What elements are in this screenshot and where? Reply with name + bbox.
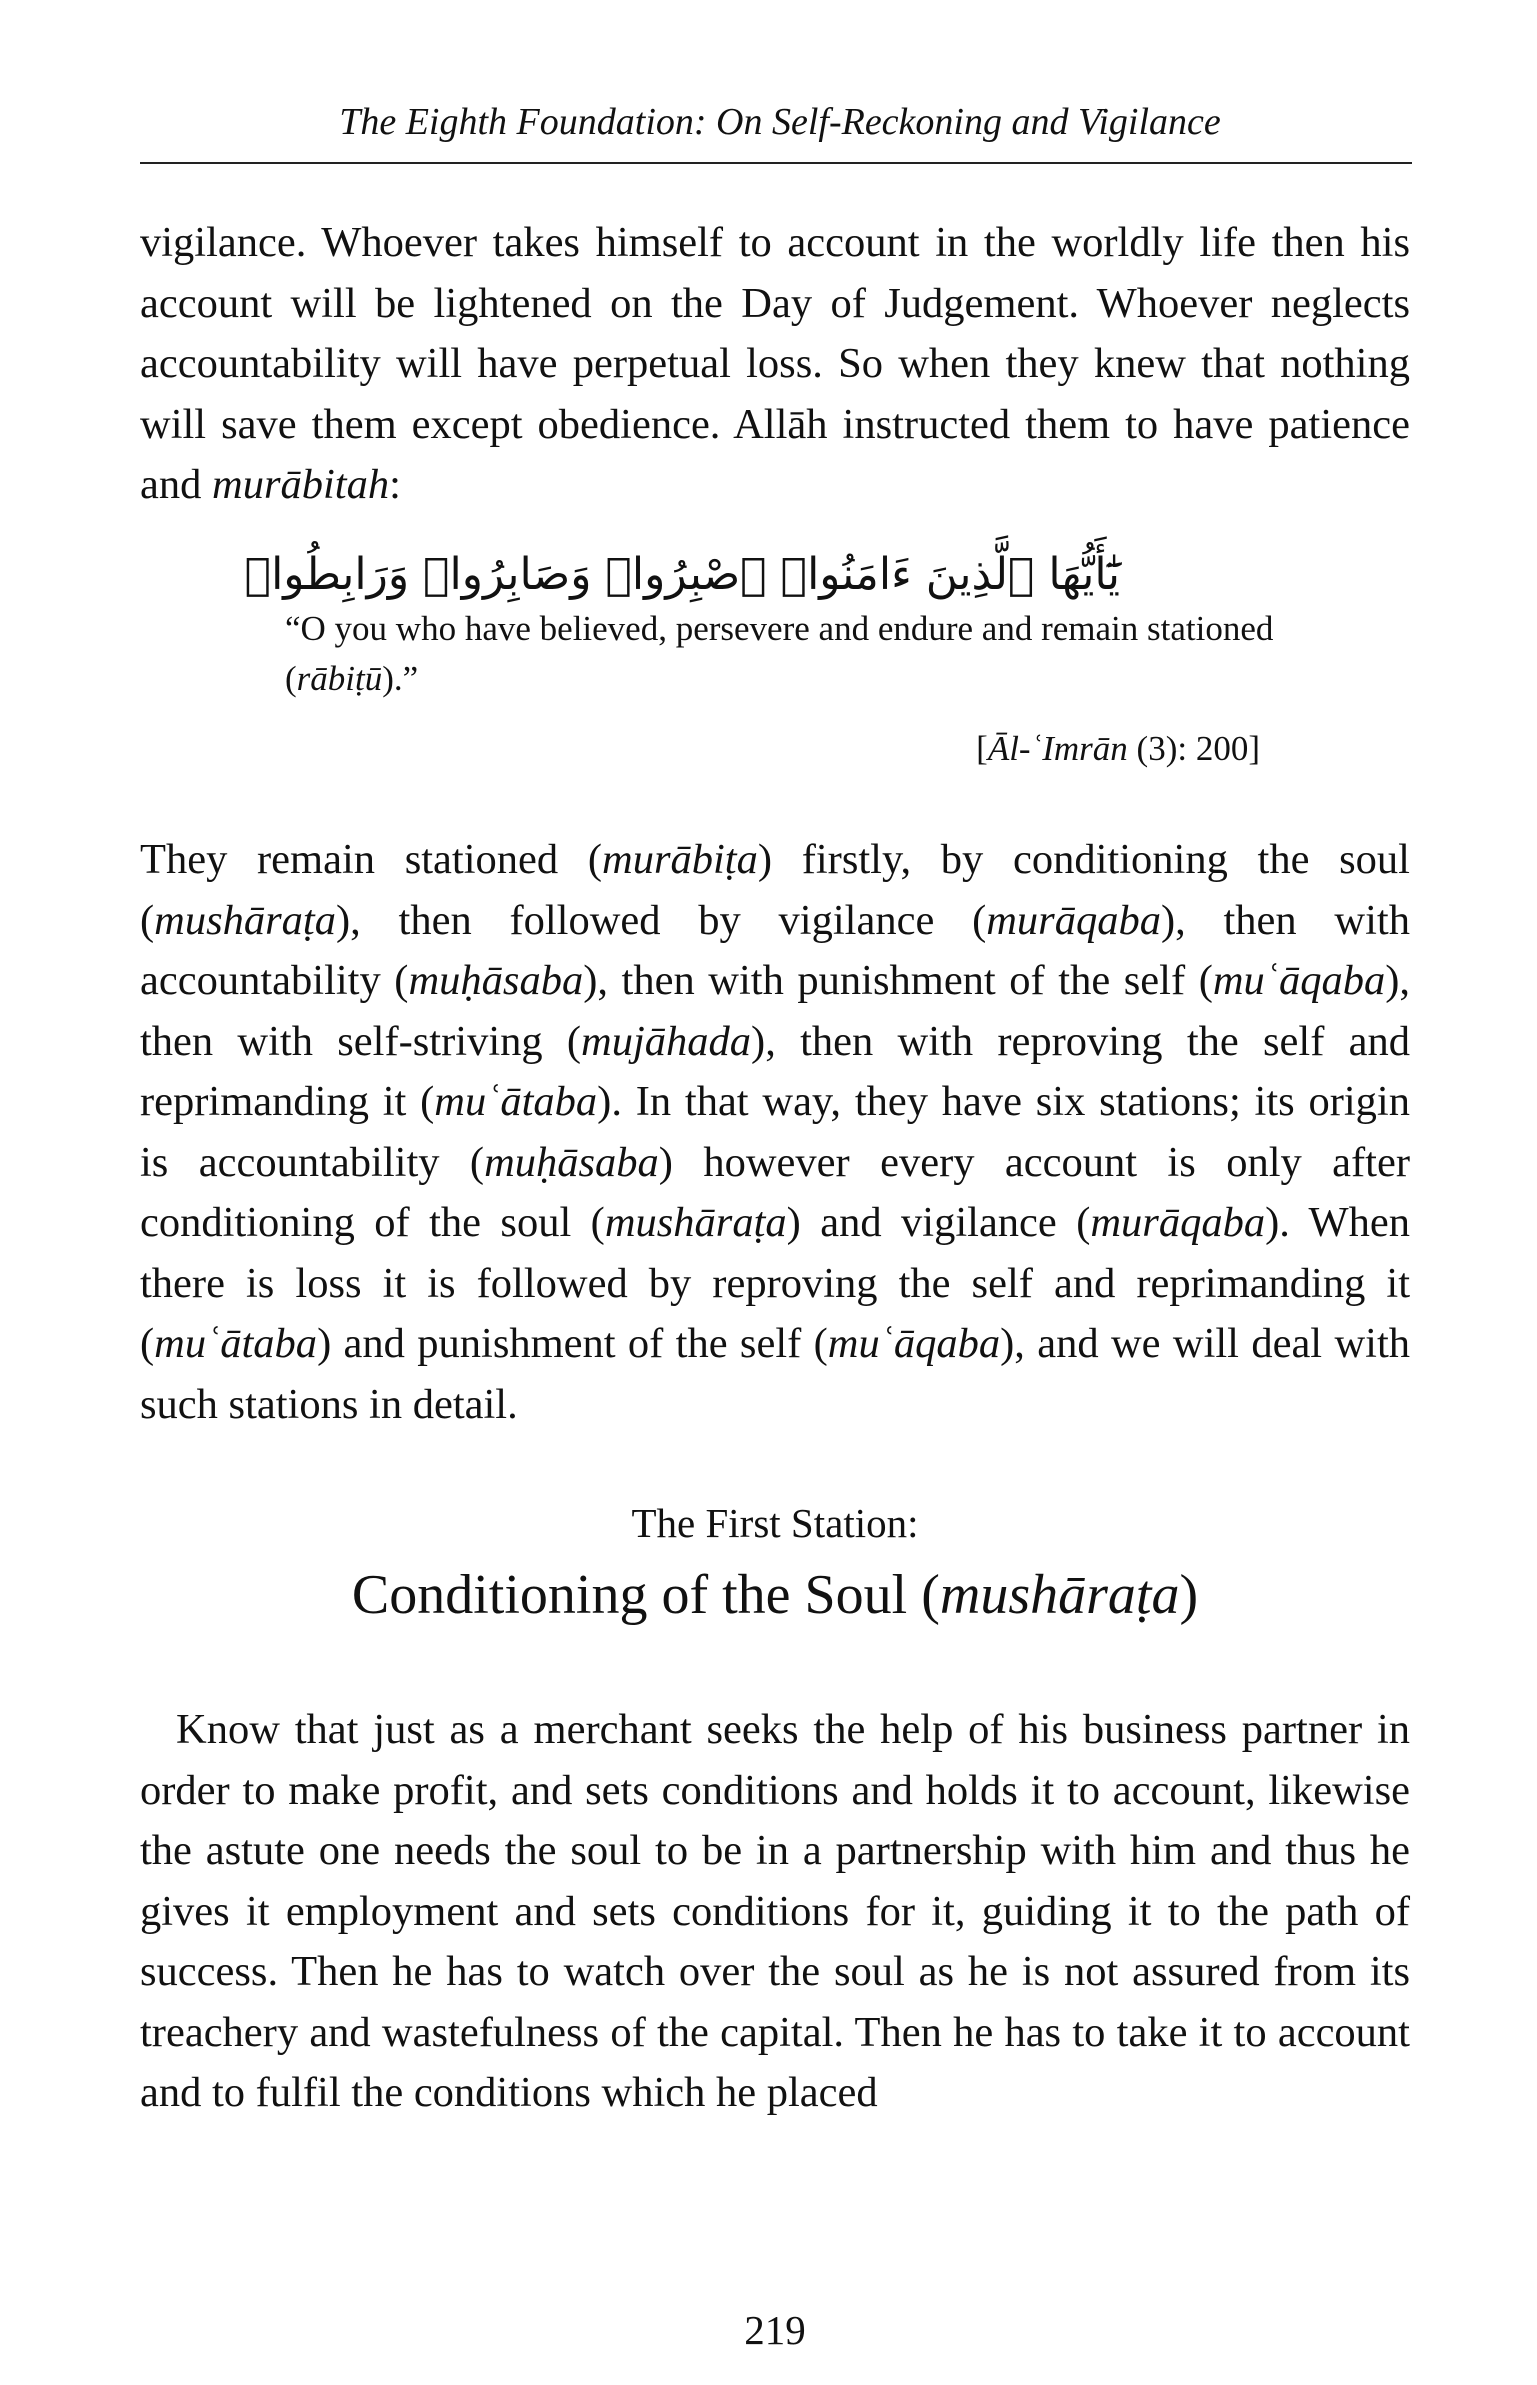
italic-term: muʿāqaba [1212,957,1386,1004]
italic-term: mushāraṭa [604,1199,787,1246]
text-run: [ [976,729,988,768]
text-run: ) firstly, by conditioning the soul ( [140,836,1410,944]
italic-term: mujāhada [581,1017,752,1065]
text-run: ).” [382,659,419,698]
verse-translation [285,604,1285,704]
italic-term: murāqaba [986,896,1161,944]
text-run: ) and vigilance ( [786,1199,1091,1246]
section-title [140,1560,1410,1630]
text-run: : [389,461,401,508]
text-run: ). When there is loss it is followed by reproving the self and reprimanding it ( [140,1199,1410,1367]
italic-term: muḥāsaba [484,1138,659,1186]
paragraph-six-stations [140,830,1410,1435]
text-run: ), and we will deal with such stations in detail. [140,1320,1411,1428]
page-number: 219 [744,2307,806,2353]
text-run: ) [1179,1564,1199,1626]
italic-term: mushāraṭa [939,1564,1180,1626]
verse-citation [700,724,1260,774]
italic-term: muʿātaba [434,1078,598,1125]
italic-term: mushāraṭa [154,896,336,944]
italic-term: murābitah [212,461,390,508]
italic-term: muʿāqaba [827,1320,1001,1367]
text-run: ) and punishment of the self ( [317,1320,828,1367]
text-run: Know that just as a merchant seeks the help of his business partner in order to make profit, and sets conditions and holds it to account, likewise the astute one needs the soul to be in a partnership with him and thus he gives it employment and sets conditions for it, guiding it to the path of success. Then he has to watch over the soul as he is not assured from its treachery and wastefulness of the capital. Then he has to take it to account and to fulfil the conditions which he placed [140,1706,1410,2116]
italic-term: muḥāsaba [408,957,584,1004]
running-header-text: The Eighth Foundation: On Self-Reckoning and Vigilance [339,101,1221,143]
text-run: (3): 200] [1127,729,1260,768]
text-run: vigilance. Whoever takes himself to account in the worldly life then his account will be lightened on the Day of Judgement. Whoever neglects accountability will have perpetual loss. So when they knew that nothing will save them except obedience. Allāh instructed them to have patience and [140,219,1410,508]
italic-term: muʿātaba [154,1320,318,1367]
header-rule [140,162,1412,164]
text-run: ), then with punishment of the self ( [583,957,1213,1004]
running-header [140,98,1420,146]
paragraph-merchant-analogy [140,1700,1410,2124]
text-run: Conditioning of the Soul ( [351,1564,940,1626]
section-label: The First Station: [631,1500,919,1546]
italic-term: murāqaba [1090,1199,1266,1246]
text-run: ), then with reproving the self and reprimanding it ( [140,1017,1410,1125]
text-run: “O you who have believed, persevere and endure and remain stationed ( [285,609,1274,698]
text-run: They remain stationed ( [140,836,602,883]
text-run: ), then with self-striving ( [140,957,1410,1065]
italic-term: rābiṭū [296,659,383,698]
paragraph-continuation [140,213,1410,516]
quran-verse-arabic: يَٰٓأَيُّهَا ٱلَّذِينَ ءَامَنُوا۟ ٱصْبِرُوا۟ وَصَابِرُوا۟ وَرَابِطُوا۟ [244,549,1120,600]
text-run: ) however every account is only after conditioning of the soul ( [140,1138,1410,1246]
italic-term: Āl-ʿImrān [987,729,1128,768]
italic-term: murābiṭa [602,836,758,883]
text-run: ). In that way, they have six stations; its origin is accountability ( [140,1078,1410,1186]
text-run: ), then with accountability ( [140,896,1410,1004]
text-run: ), then followed by vigilance ( [336,896,987,944]
